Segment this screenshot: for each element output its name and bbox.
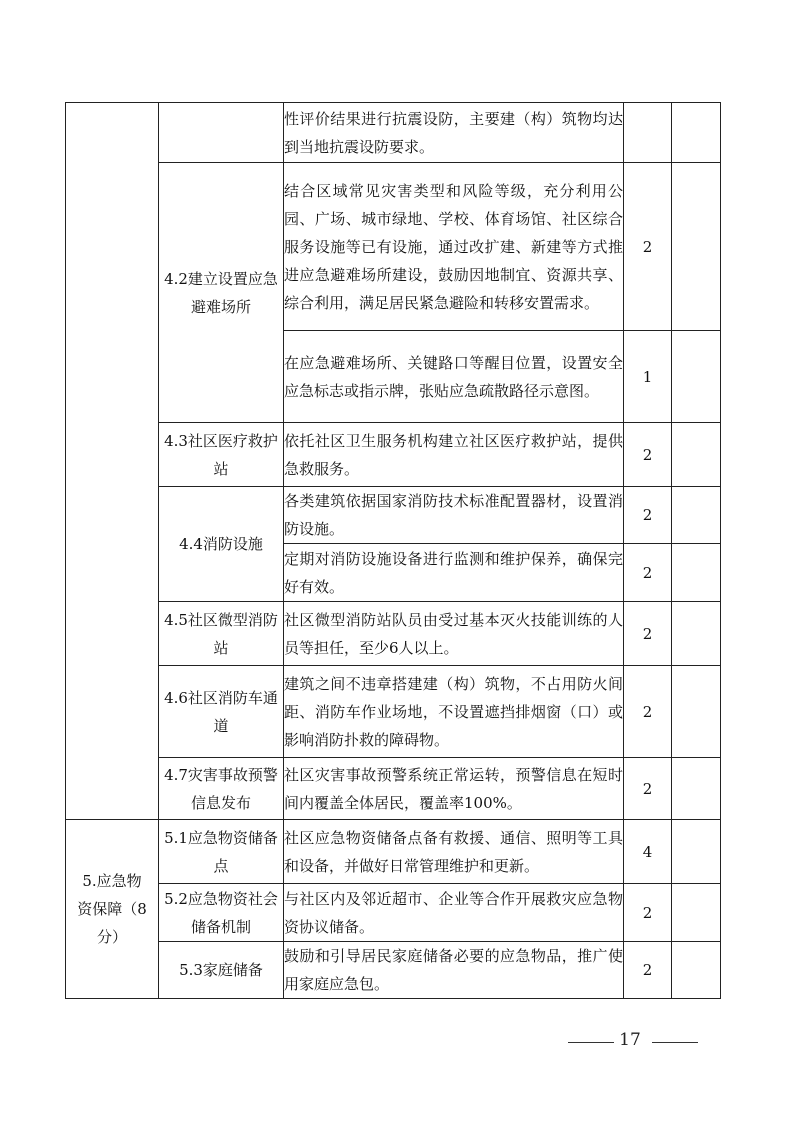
category-cell-4 xyxy=(66,103,159,820)
table-row xyxy=(66,487,721,544)
item-cell xyxy=(159,103,284,163)
score-value: 2 xyxy=(624,758,672,820)
item-name: 4.5社区微型消防站 xyxy=(159,602,284,666)
score-value: 2 xyxy=(624,666,672,758)
requirement-text: 性评价结果进行抗震设防，主要建（构）筑物均达到当地抗震设防要求。 xyxy=(284,103,624,163)
requirement-text: 社区应急物资储备点备有救援、通信、照明等工具和设备，并做好日常管理维护和更新。 xyxy=(284,820,624,884)
assessment-cell xyxy=(672,544,721,602)
dash-right xyxy=(652,1042,698,1043)
item-name: 4.4消防设施 xyxy=(159,487,284,602)
assessment-cell xyxy=(672,758,721,820)
item-name: 5.2应急物资社会储备机制 xyxy=(159,884,284,942)
dash-left xyxy=(568,1042,614,1043)
score-value: 2 xyxy=(624,487,672,544)
table-row xyxy=(66,666,721,758)
score-value: 2 xyxy=(624,423,672,487)
table-row xyxy=(66,602,721,666)
item-name: 4.3社区医疗救护站 xyxy=(159,423,284,487)
table-row xyxy=(66,103,721,163)
assessment-cell xyxy=(672,163,721,331)
requirement-text: 鼓励和引导居民家庭储备必要的应急物品，推广使用家庭应急包。 xyxy=(284,942,624,999)
score-table xyxy=(65,102,721,999)
table-row xyxy=(66,758,721,820)
item-name: 5.3家庭储备 xyxy=(159,942,284,999)
requirement-text: 依托社区卫生服务机构建立社区医疗救护站，提供急救服务。 xyxy=(284,423,624,487)
requirement-text: 与社区内及邻近超市、企业等合作开展救灾应急物资协议储备。 xyxy=(284,884,624,942)
table-row xyxy=(66,820,721,884)
score-value: 2 xyxy=(624,942,672,999)
assessment-cell xyxy=(672,103,721,163)
requirement-text: 建筑之间不违章搭建建（构）筑物，不占用防火间距、消防车作业场地，不设置遮挡排烟窗（口）或影响消防扑救的障碍物。 xyxy=(284,666,624,758)
assessment-cell xyxy=(672,942,721,999)
requirement-text: 社区灾害事故预警系统正常运转，预警信息在短时间内覆盖全体居民，覆盖率100%。 xyxy=(284,758,624,820)
requirement-text: 社区微型消防站队员由受过基本灭火技能训练的人员等担任，至少6人以上。 xyxy=(284,602,624,666)
page-number: 17 xyxy=(619,1030,641,1050)
category-name: 5.应急物资保障（8分） xyxy=(66,820,159,999)
table-row xyxy=(66,163,721,331)
item-name: 4.2建立设置应急避难场所 xyxy=(159,163,284,423)
score-value: 1 xyxy=(624,331,672,423)
item-name: 4.6社区消防车通道 xyxy=(159,666,284,758)
table-row xyxy=(66,884,721,942)
assessment-cell xyxy=(672,423,721,487)
score-value: 2 xyxy=(624,602,672,666)
assessment-cell xyxy=(672,884,721,942)
score-value: 4 xyxy=(624,820,672,884)
assessment-cell xyxy=(672,666,721,758)
table-row xyxy=(66,942,721,999)
score-value: 2 xyxy=(624,544,672,602)
item-name: 5.1应急物资储备点 xyxy=(159,820,284,884)
score-value: 2 xyxy=(624,884,672,942)
score-value xyxy=(624,103,672,163)
assessment-cell xyxy=(672,602,721,666)
table-row xyxy=(66,423,721,487)
requirement-text: 结合区域常见灾害类型和风险等级，充分利用公园、广场、城市绿地、学校、体育场馆、社区综合服务设施等已有设施，通过改扩建、新建等方式推进应急避难场所建设，鼓励因地制宜、资源共享、综合利用，满足居民紧急避险和转移安置需求。 xyxy=(284,163,624,331)
requirement-text: 定期对消防设施设备进行监测和维护保养，确保完好有效。 xyxy=(284,544,624,602)
assessment-cell xyxy=(672,331,721,423)
score-value: 2 xyxy=(624,163,672,331)
assessment-cell xyxy=(672,820,721,884)
requirement-text: 在应急避难场所、关键路口等醒目位置，设置安全应急标志或指示牌，张贴应急疏散路径示意图。 xyxy=(284,331,624,423)
assessment-cell xyxy=(672,487,721,544)
item-name: 4.7灾害事故预警信息发布 xyxy=(159,758,284,820)
requirement-text: 各类建筑依据国家消防技术标准配置器材，设置消防设施。 xyxy=(284,487,624,544)
